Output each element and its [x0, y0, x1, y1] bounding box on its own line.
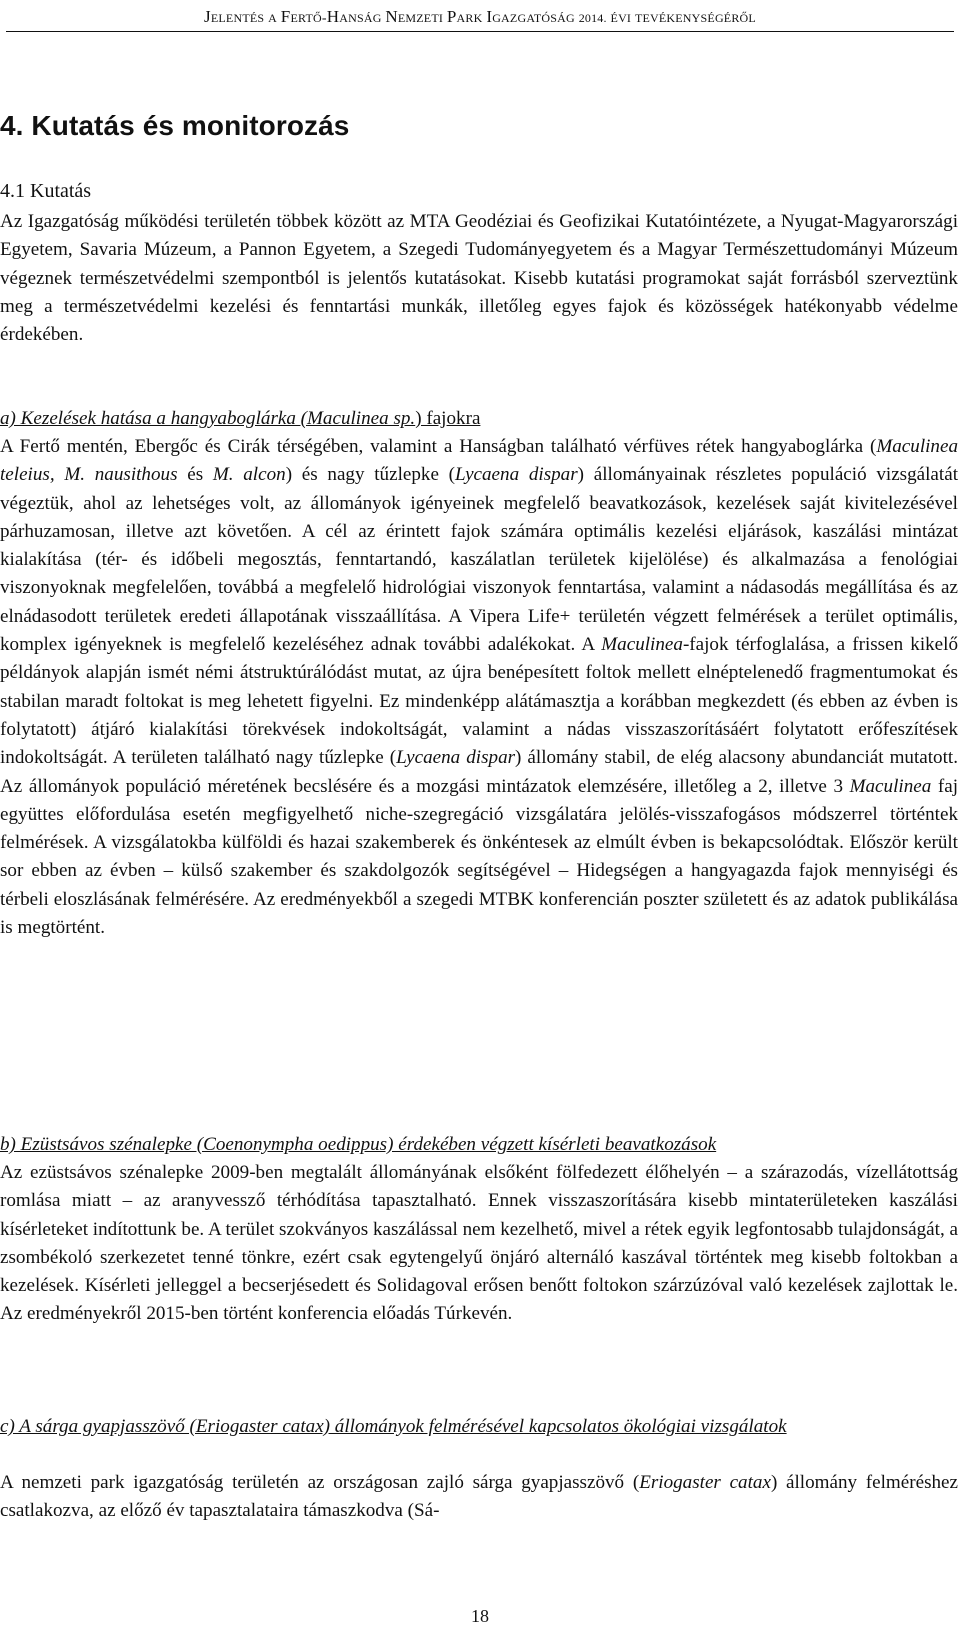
species-name: Lycaena dispar — [396, 747, 516, 769]
intro-sentence-2: Kisebb kutatási programokat saját forrásból szerveztünk meg a természetvédelmi kezelési és fenntartási munkák, illetőleg egyes fajok és közösségek hatékonyabb védelme érdekében. — [0, 267, 958, 346]
species-name: Eriogaster catax — [639, 1472, 771, 1493]
subsection-c-paragraph — [0, 1469, 958, 1526]
subsection-c-heading-text: c) A sárga gyapjasszövő (Eriogaster catax) állományok felmérésével kapcsolatos ökológiai vizsgálatok — [0, 1416, 787, 1437]
chapter-title: 4. Kutatás és monitorozás — [0, 110, 350, 141]
species-name: Lycaena dispar — [455, 464, 578, 486]
intro-paragraph — [0, 208, 958, 349]
species-name: Maculinea teleius, M. nausithous — [0, 436, 958, 486]
text-run: -fajok térfoglalása, a frissen kikelő példányok alapján ismét némi átstruktúrálódást mutat, az újra benépesített foltok mellett elnéptelenedő fragmentumokat és stabilan maradt foltokat is meg lehetett figyelni. Ez mindenképp alátámasztja a korábban megkezdett (és ebben az évben is folytatott) átjáró kialakítási törekvések indokoltságát, valamint a nádas visszaszorításáért folytatott erőfeszítések indokoltságát. A területen található nagy tűzlepke ( — [0, 634, 958, 769]
species-name: Maculinea — [849, 775, 932, 797]
subsection-b-paragraph: Az ezüstsávos szénalepke 2009-ben megtalált állományának elsőként fölfedezett élőhelyén – a szárazodás, vízellátottság romlása miatt – az aranyvessző térhódítása tapasztalható. Ennek visszaszorítására kisebb mintaterületeken kaszálási kísérleteket indítottunk be. A terület szokványos kaszálással nem kezelhető, mivel a rétek egyik legfontosabb tulajdonságát, a zsombékoló szerkezetet tenné tönkre, ezért csak egytengelyű önjáró alternáló kaszával történtek meg kisebb foltokban a kezelések. Kísérleti jelleggel a becserjésedett és Solidagoval erősen benőtt foltokon szárzúzóval való kezelések zajlottak le. Az eredményekről 2015-ben történt konferencia előadás Túrkevén. — [0, 1162, 958, 1325]
text-run: ) állomány felméréshez csatlakozva, az előző év tapasztalataira támaszkodva (Sá- — [0, 1472, 958, 1522]
text-run: ) és nagy tűzlepke ( — [285, 464, 456, 486]
species-name: Maculinea — [601, 634, 683, 656]
subsection-a-heading-text: a) Kezelések hatása a hangyaboglárka ( — [0, 408, 308, 429]
subsection-a-heading — [0, 405, 958, 433]
text-run: ) állomány stabil, de elég alacsony abundanciát mutatott. Az állományok populáció méretének becslésére és a mozgási mintázatok elemzésére, illetőleg a 2, illetve 3 — [0, 747, 958, 797]
subsection-b-heading-text: b) Ezüstsávos szénalepke (Coenonympha oedippus) érdekében végzett kísérleti beavatkozások — [0, 1134, 717, 1155]
subsection-a-paragraph — [0, 433, 958, 942]
subsection-a-heading-suffix: ) fajokra — [415, 408, 481, 429]
species-name: M. alcon — [212, 464, 286, 486]
header-rule — [6, 31, 954, 32]
text-run: ) állományainak részletes populáció vizsgálatát végeztük, ahol az lehetséges volt, az állományok igényeinek megfelelő beavatkozások, kezelések saját kivitelezésével párhuzamosan, illetve azt követően. A cél az érintett fajok számára optimális kezelési eljárások, kaszálási mintázat kialakítása (tér- és időbeli megosztás, fenntartandó, kaszálatlan területek kijelölése) és alkalmazása a fenológiai viszonyoknak megfelelően, továbbá a megfelelő hidrológiai viszonyok fenntartása, valamint a nádasodás megállítása és az elnádasodott területek eredeti állapotának visszaállítása. A Vipera Life+ területén végzett felmérések a terület optimális, komplex igényeknek is megfelelő kezeléséhez adnak további adalékokat. A — [0, 464, 958, 656]
subsection-a-heading-species: Maculinea sp. — [307, 408, 416, 429]
text-run: A Fertő mentén, Ebergőc és Cirák térségében, valamint a Hanságban található vérfüves rétek hangyaboglárka ( — [0, 436, 877, 457]
text-run: A nemzeti park igazgatóság területén az országosan zajló sárga gyapjasszövő ( — [0, 1472, 640, 1493]
text-run: faj együttes előfordulása esetén megfigyelhető niche-szegregáció vizsgálatára jelölés-visszafogásos módszerrel történtek felmérések. A vizsgálatokba külföldi és hazai szakemberek és önkéntesek az elmúlt évben is bekapcsolódtak. Először került sor ebben az évben – külső szakember és szakdolgozók segítségével – Hidegségen a hangyagazda fajok mennyiségi és térbeli eloszlásának felmérésére. Az eredményekből a szegedi MTBK konferencián poszter született és az adatok publikálása is megtörtént. — [0, 775, 958, 939]
text-run: és — [177, 464, 213, 486]
intro-sentence-1: Az Igazgatóság működési területén többek között az MTA Geodéziai és Geofizikai Kutatóintézete, a Nyugat-Magyarországi Egyetem, Savaria Múzeum, a Pannon Egyetem, a Szegedi Tudományegyetem és a Magyar Természettudományi Múzeum végeznek természetvédelmi szempontból is jelentős kutatásokat. — [0, 211, 958, 289]
running-header: JELENTÉS A FERTŐ-HANSÁG NEMZETI PARK IGAZGATÓSÁG 2014. ÉVI TEVÉKENYSÉGÉRŐL — [204, 7, 756, 26]
subsection-c-heading — [0, 1413, 958, 1441]
page-number: 18 — [471, 1606, 489, 1626]
subsection-b-heading — [0, 1131, 958, 1159]
section-title: 4.1 Kutatás — [0, 180, 92, 202]
